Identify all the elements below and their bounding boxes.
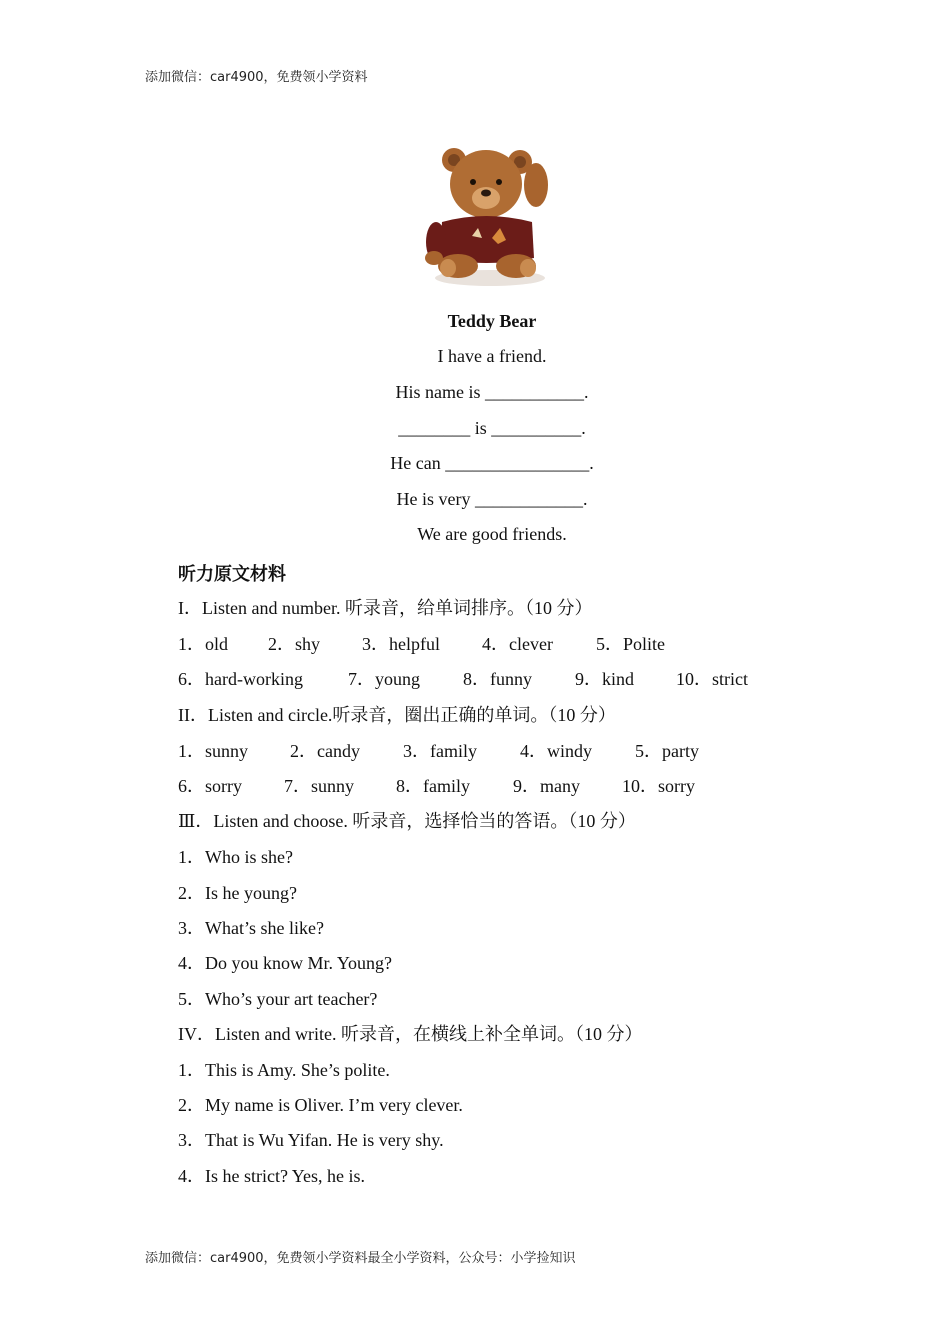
part2-row2 bbox=[178, 772, 695, 798]
word-item: 6．sorry bbox=[178, 776, 242, 796]
word-item: 4．windy bbox=[520, 741, 592, 761]
word-item: 8．family bbox=[396, 776, 470, 796]
teddy-bear-image bbox=[420, 140, 560, 290]
poem-line: ________ is __________. bbox=[398, 418, 586, 438]
part2-heading: II．Listen and circle.听录音，圈出正确的单词。（10 分） bbox=[178, 705, 616, 725]
word-item: 10．strict bbox=[676, 669, 748, 689]
page-footer: 添加微信：car4900，免费领小学资料最全小学资料，公众号：小学捡知识 bbox=[145, 1251, 576, 1266]
word-item: 5．Polite bbox=[596, 634, 666, 654]
question-item: 4．Do you know Mr. Young? bbox=[178, 953, 393, 973]
word-item: 2．shy bbox=[268, 634, 321, 654]
part1-heading: I．Listen and number. 听录音，给单词排序。（10 分） bbox=[178, 598, 593, 618]
section-title: 听力原文材料 bbox=[178, 564, 286, 584]
word-item: 7．sunny bbox=[284, 776, 355, 796]
part3-heading: Ⅲ．Listen and choose. 听录音，选择恰当的答语。（10 分） bbox=[178, 811, 636, 831]
poem-title: Teddy Bear bbox=[447, 311, 537, 331]
page-header: 添加微信：car4900，免费领小学资料 bbox=[145, 70, 368, 85]
poem-line: I have a friend. bbox=[437, 346, 547, 366]
word-item: 3．helpful bbox=[362, 634, 440, 654]
sentence-item: 2．My name is Oliver. I’m very clever. bbox=[178, 1095, 463, 1115]
question-item: 1．Who is she? bbox=[178, 847, 293, 867]
word-item: 2．candy bbox=[290, 741, 360, 761]
part2-row1 bbox=[178, 737, 699, 763]
question-item: 2．Is he young? bbox=[178, 883, 297, 903]
word-item: 6．hard-working bbox=[178, 669, 303, 689]
poem-line: His name is ___________. bbox=[395, 382, 589, 402]
word-item: 1．old bbox=[178, 634, 229, 654]
word-item: 10．sorry bbox=[622, 776, 695, 796]
word-item: 4．clever bbox=[482, 634, 553, 654]
question-item: 5．Who’s your art teacher? bbox=[178, 989, 378, 1009]
word-item: 7．young bbox=[348, 669, 420, 689]
poem-line: He can ________________. bbox=[390, 453, 594, 473]
sentence-item: 4．Is he strict? Yes, he is. bbox=[178, 1166, 365, 1186]
sentence-item: 1．This is Amy. She’s polite. bbox=[178, 1060, 390, 1080]
question-item: 3．What’s she like? bbox=[178, 918, 324, 938]
word-item: 8．funny bbox=[463, 669, 532, 689]
word-item: 3．family bbox=[403, 741, 477, 761]
sentence-item: 3．That is Wu Yifan. He is very shy. bbox=[178, 1130, 444, 1150]
word-item: 1．sunny bbox=[178, 741, 249, 761]
part1-row1 bbox=[178, 630, 665, 656]
poem-line: We are good friends. bbox=[417, 524, 567, 544]
word-item: 9．many bbox=[513, 776, 580, 796]
part4-heading: IV．Listen and write. 听录音，在横线上补全单词。（10 分） bbox=[178, 1024, 643, 1044]
part1-row2 bbox=[178, 665, 748, 691]
poem-line: He is very ____________. bbox=[396, 489, 588, 509]
word-item: 5．party bbox=[635, 741, 699, 761]
word-item: 9．kind bbox=[575, 669, 635, 689]
